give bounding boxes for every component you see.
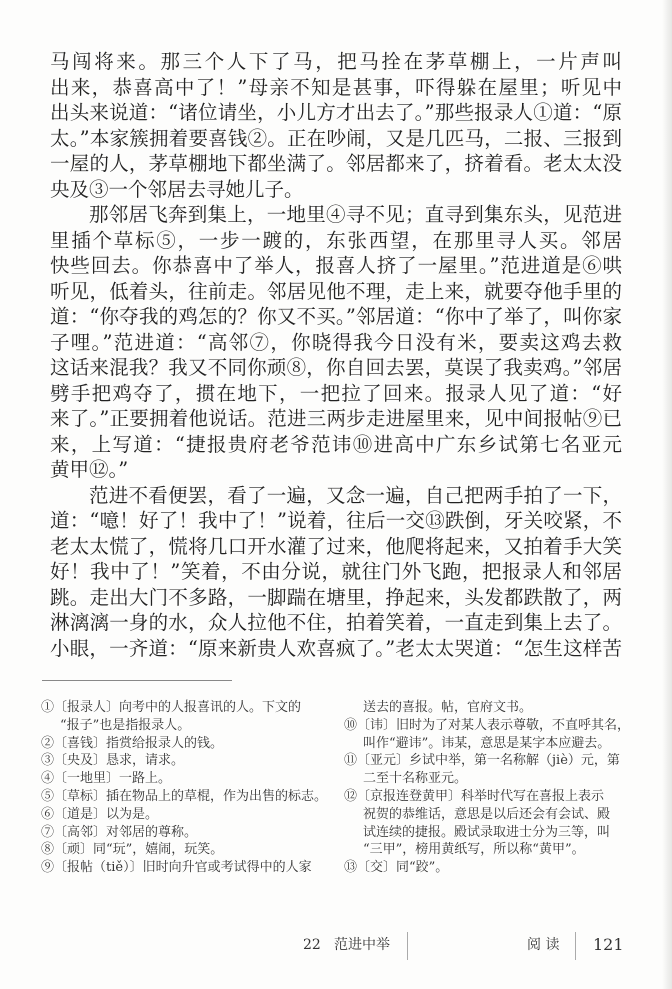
footnote-line: 送去的喜报。帖，官府文书。 <box>363 700 533 715</box>
footnote-line: ⑩〔讳〕旧时为了对某人表示尊敬，不直呼其名， <box>344 717 631 733</box>
text-line: 快些回去。你恭喜中了举人，报喜人挤了一屋里。”范进道是⑥哄 <box>50 254 622 277</box>
footnote-divider <box>42 680 232 681</box>
text-line: 来，上写道：“捷报贵府老爷范讳⑩进高中广东乡试第七名亚元 <box>50 432 622 456</box>
text-line: 道：“噫！好了！我中了！”说着，往后一交⑬跌倒，牙关咬紧，不 <box>50 509 622 532</box>
footer-separator <box>575 932 576 960</box>
footnotes-right-column <box>344 699 634 877</box>
footnote-line: 叫作“避讳”。讳某，意思是某字本应避去。 <box>363 735 611 751</box>
section-name: 阅 读 <box>527 937 560 953</box>
lesson-title: 范进中举 <box>334 937 390 953</box>
footnote-line: ①〔报录人〕向考中的人报喜讯的人。下文的 <box>41 700 302 715</box>
footnote-line: ⑧〔顽〕同“玩”，嬉闹，玩笑。 <box>41 842 224 858</box>
text-line: 听见，低着头，往前走。邻居见他不理，走上来，就要夺他手里的 <box>50 279 622 303</box>
text-line: 出来，恭喜高中了！”母亲不知是甚事，吓得躲在屋里；听见中 <box>50 75 622 99</box>
footnote-line: ⑬〔交〕同“跤”。 <box>344 860 449 876</box>
text-line: 出头来说道：“诸位请坐，小儿方才出去了。”那些报录人①道：“原 <box>50 101 622 124</box>
footnotes-left-column <box>41 699 328 877</box>
text-line: 一屋的人，茅草棚地下都坐满了。邻居都来了，挤着看。老太太没 <box>50 152 622 175</box>
footnote-line: “三甲”，榜用黄纸写，所以称“黄甲”。 <box>363 842 585 858</box>
footnote-line: ⑨〔报帖（tiě）〕旧时向升官或考试得中的人家 <box>41 860 312 876</box>
footnote-line: ③〔央及〕恳求，请求。 <box>41 753 185 769</box>
footnote-line: ⑥〔道是〕以为是。 <box>41 806 159 822</box>
text-line: 黄甲⑫。” <box>50 458 129 481</box>
text-line: 淋漓漓一身的水，众人拉他不住，拍着笑着，一直走到集上去了。 <box>50 611 622 634</box>
page-edge-shadow <box>662 0 672 989</box>
footnote-line: ⑤〔草标〕插在物品上的草棍，作为出售的标志。 <box>41 788 328 804</box>
footnote-line: 二至十名称亚元。 <box>363 771 468 787</box>
text-line: 来了。”正要拥着他说话。范进三两步走进屋里来，见中间报帖⑨已 <box>50 407 622 430</box>
footer-separator <box>407 932 408 960</box>
text-line: 央及③一个邻居去寻她儿子。 <box>50 177 304 201</box>
page-number: 121 <box>593 935 624 954</box>
footnote-line: ⑫〔京报连登黄甲〕科举时代写在喜报上表示 <box>344 788 605 804</box>
footnote-line: ②〔喜钱〕指赏给报录人的钱。 <box>41 735 224 751</box>
text-line: 那邻居飞奔到集上，一地里④寻不见；直寻到集东头，见范进 <box>89 203 622 226</box>
footnote-line: ⑪〔亚元〕乡试中举，第一名称解（jiè）元，第 <box>344 753 620 769</box>
text-line: 范进不看便罢，看了一遍，又念一遍，自己把两手拍了一下， <box>89 483 622 507</box>
footnote-line: “报子”也是指报录人。 <box>60 717 191 733</box>
text-line: 老太太慌了，慌将几口开水灌了过来，他爬将起来，又拍着手大笑 <box>50 534 622 558</box>
text-line: 里插个草标⑤，一步一踱的，东张西望，在那里寻人买。邻居 <box>50 228 622 252</box>
footnote-line: 试连续的捷报。殿试录取进士分为三等，叫 <box>363 824 611 840</box>
text-line: 马闯将来。那三个人下了马，把马拴在茅草棚上，一片声叫 <box>50 50 622 73</box>
text-line: 好！我中了！”笑着，不由分说，就往门外飞跑，把报录人和邻居 <box>50 560 622 583</box>
main-text <box>50 49 622 661</box>
text-line: 劈手把鸡夺了，掼在地下，一把拉了回来。报录人见了道：“好 <box>50 381 622 405</box>
text-line: 跳。走出大门不多路，一脚踹在塘里，挣起来，头发都跌散了，两 <box>50 585 622 609</box>
text-line: 这话来混我？我又不同你顽⑧，你自回去罢，莫误了我卖鸡。”邻居 <box>50 356 622 379</box>
text-line: 子哩。”范进道：“高邻⑦，你晓得我今日没有米，要卖这鸡去救 <box>50 330 622 354</box>
lesson-number: 22 <box>303 937 321 953</box>
footnote-line: 祝贺的恭维话，意思是以后还会有会试、殿 <box>363 806 611 822</box>
footnote-line: ⑦〔高邻〕对邻居的尊称。 <box>41 824 198 840</box>
text-line: 道：“你夺我的鸡怎的？你又不买。”邻居道：“你中了举了，叫你家 <box>50 305 622 328</box>
footnote-line: ④〔一地里〕一路上。 <box>41 771 172 787</box>
text-line: 太。”本家簇拥着要喜钱②。正在吵闹，又是几匹马，二报、三报到 <box>50 126 622 150</box>
text-line: 小眼，一齐道：“原来新贵人欢喜疯了。”老太太哭道：“怎生这样苦 <box>50 636 622 660</box>
